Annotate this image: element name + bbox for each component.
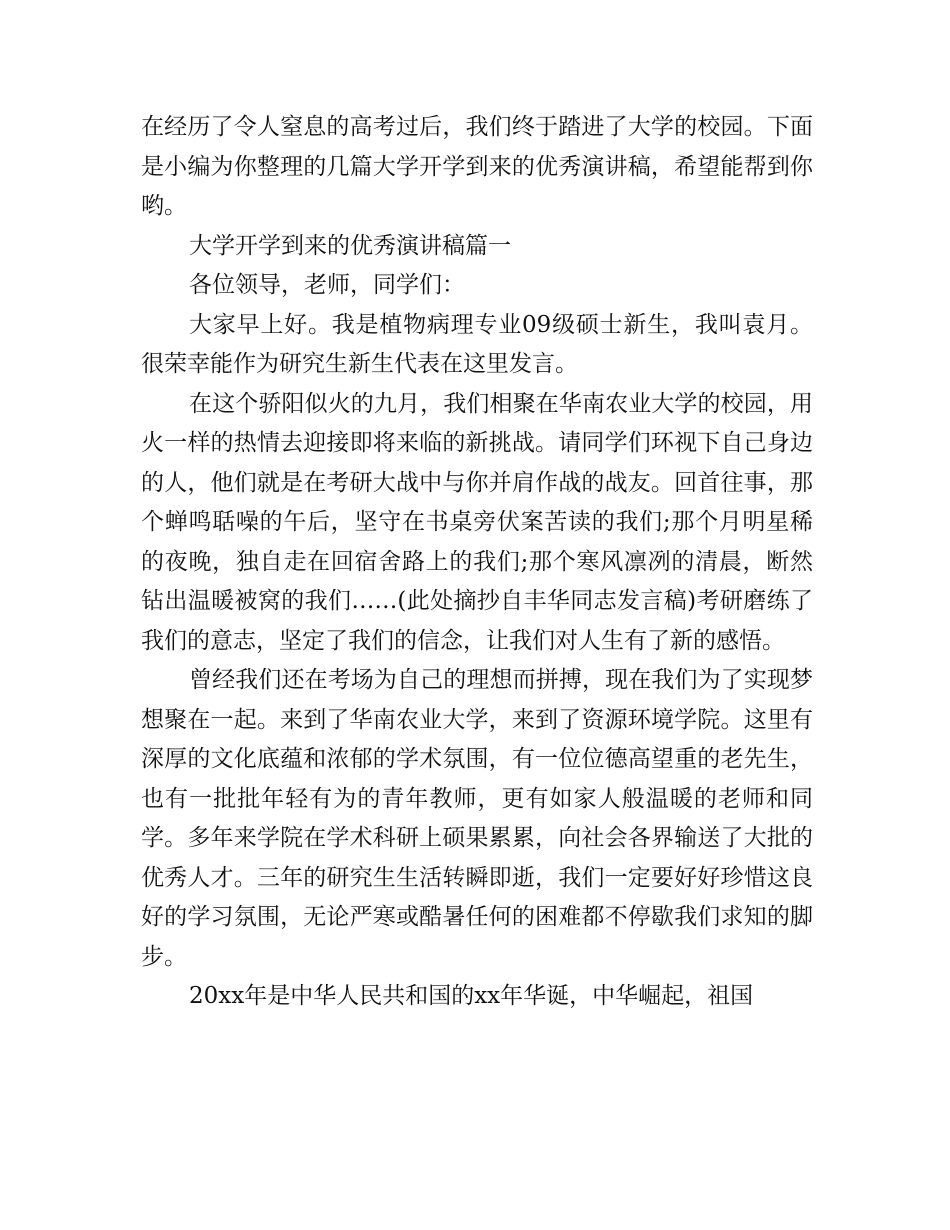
paragraph-intro: 在经历了令人窒息的高考过后，我们终于踏进了大学的校园。下面是小编为你整理的几篇大学开学到来的优秀演讲稿，希望能帮到你哟。 [141, 114, 813, 219]
paragraph-title: 大学开学到来的优秀演讲稿篇一 [189, 232, 511, 259]
paragraph-salutation: 各位领导，老师，同学们： [189, 272, 465, 298]
paragraph-greeting: 大家早上好。我是植物病理专业09级硕士新生，我叫袁月。很荣幸能作为研究生新生代表在这里发言。 [141, 311, 813, 377]
paragraph-body-3: 20xx年是中华人民共和国的xx年华诞，中华崛起，祖国 [189, 983, 754, 1009]
paragraph-body-2: 曾经我们还在考场为自己的理想而拼搏，现在我们为了实现梦想聚在一起。来到了华南农业大学，来到了资源环境学院。这里有深厚的文化底蕴和浓郁的学术氛围，有一位位德高望重的老先生，也有一批批年轻有为的青年教师，更有如家人般温暖的老师和同学。多年来学院在学术科研上硕果累累，向社会各界输送了大批的优秀人才。三年的研究生生活转瞬即逝，我们一定要好好珍惜这良好的学习氛围，无论严寒或酷暑任何的困难都不停歇我们求知的脚步。 [141, 667, 813, 970]
document-body [141, 108, 813, 1017]
paragraph-body-1: 在这个骄阳似火的九月，我们相聚在华南农业大学的校园，用火一样的热情去迎接即将来临的新挑战。请同学们环视下自己身边的人，他们就是在考研大战中与你并肩作战的战友。回首往事，那个蝉鸣聒噪的午后，坚守在书桌旁伏案苦读的我们;那个月明星稀的夜晚，独自走在回宿舍路上的我们;那个寒风凛冽的清晨，断然钻出温暖被窝的我们……(此处摘抄自丰华同志发言稿)考研磨练了我们的意志，坚定了我们的信念，让我们对人生有了新的感悟。 [141, 390, 813, 654]
